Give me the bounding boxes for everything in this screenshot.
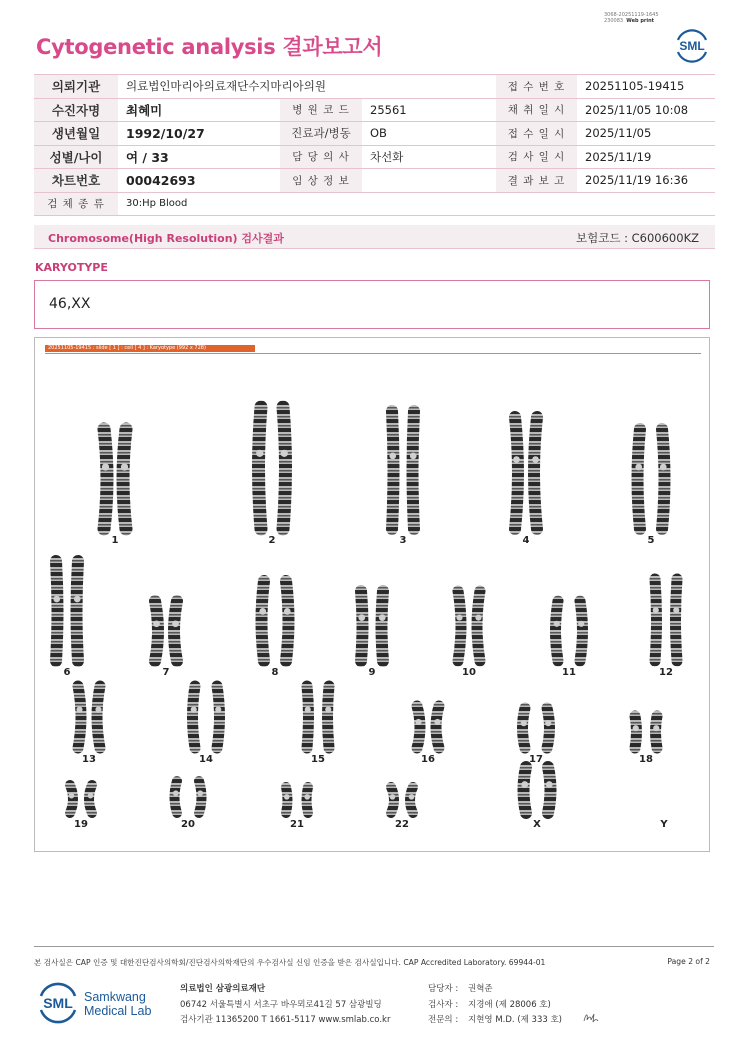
centromere (521, 720, 527, 726)
chromatid (656, 716, 658, 748)
chromosome-label: 2 (268, 535, 276, 546)
chromosome-3 (389, 411, 416, 546)
name-label: 수진자명 (34, 98, 118, 122)
staff-name: 지경애 (제 28006 호) (468, 999, 551, 1010)
chromosome-label: 11 (562, 667, 576, 678)
chromatid (307, 787, 309, 813)
test-date-label: 검 사 일 시 (496, 145, 577, 169)
centromere (521, 781, 528, 788)
chromatid (307, 686, 309, 748)
logo-top-text: SML (679, 39, 705, 53)
chromatid (410, 787, 413, 813)
staff-list (428, 982, 562, 1029)
chromatid (547, 708, 550, 748)
chromatid (361, 591, 363, 661)
doctor-value: 차선화 (362, 145, 496, 169)
organization-info (180, 982, 390, 1029)
chromatid (515, 417, 518, 529)
centromere (95, 706, 101, 712)
chromosome-label: 13 (82, 754, 96, 765)
chromatid (523, 708, 526, 748)
chromatid (262, 581, 265, 661)
chromatid (436, 706, 439, 748)
logo-footer-text: SML (43, 995, 73, 1011)
chromosome-15 (305, 686, 332, 765)
signature-icon (582, 1010, 600, 1024)
org-address: 06742 서울특별시 서초구 바우뫼로41길 57 삼광빌딩 (180, 999, 382, 1010)
staff-role: 전문의 : (428, 1015, 459, 1025)
staff-row (428, 982, 562, 998)
requester-value: 의료법인마리아의료재단수지마리아의원 (118, 75, 496, 99)
page-title: Cytogenetic analysis 결과보고서 (36, 35, 383, 59)
centromere (172, 620, 179, 627)
specimen-value: 30:Hp Blood (118, 192, 715, 216)
footer-divider (34, 946, 714, 947)
chromatid (417, 706, 420, 748)
chromosome-7 (153, 601, 179, 678)
org-contact: 검사기관 11365200 T 1661-5117 www.smlab.co.kr (180, 1015, 391, 1025)
centromere (284, 794, 290, 800)
centromere (173, 790, 179, 796)
chromosome-17 (521, 708, 552, 765)
chromatid (391, 787, 394, 813)
chromatid (328, 686, 330, 748)
chromosome-label: X (533, 819, 541, 830)
chromatid (413, 411, 415, 529)
org-name: 의료법인 삼광의료재단 (180, 984, 266, 994)
chromatid (655, 579, 657, 661)
chromatid (259, 407, 262, 529)
chromosome-22 (390, 787, 415, 830)
chromatid (199, 781, 202, 813)
centromere (304, 794, 310, 800)
centromere (191, 706, 197, 712)
staff-role: 검사자 : (428, 999, 459, 1010)
report-code (604, 12, 659, 24)
requester-label: 의뢰기관 (34, 75, 118, 99)
chromatid (155, 601, 158, 661)
chromatid (477, 591, 480, 661)
chromatid (193, 686, 196, 748)
chromatid (77, 561, 79, 661)
name-value: 최혜미 (118, 98, 280, 122)
chromatid (580, 601, 583, 661)
chromatid (70, 785, 73, 813)
chromosome-label: 7 (162, 667, 170, 678)
sex-age-value: 여 / 33 (118, 145, 280, 169)
centromere (409, 794, 415, 800)
chromosome-label: 14 (199, 754, 213, 765)
centromere (358, 614, 365, 621)
chromosome-16 (415, 706, 440, 765)
chromosome-9 (358, 591, 385, 678)
chromatid (174, 601, 177, 661)
chromosome-label: Y (660, 819, 668, 830)
centromere (456, 615, 462, 621)
centromere (410, 452, 417, 459)
chromatid (392, 411, 394, 529)
centromere (153, 620, 160, 627)
sml-logo-top (672, 26, 712, 64)
brand-line-2: Medical Lab (84, 1004, 152, 1018)
chromosome-label: 22 (395, 819, 409, 830)
chromatid (556, 601, 559, 661)
chromatid (283, 407, 286, 529)
chromatid (123, 429, 126, 529)
page-number: Page 2 of 2 (667, 957, 710, 966)
centromere (578, 621, 584, 627)
insurance-code: 보험코드 : C600600KZ (576, 231, 699, 245)
centromere (434, 719, 440, 725)
report-code-line2: 230083 (604, 18, 624, 24)
centromere (53, 596, 60, 603)
result-section-header (34, 225, 715, 249)
chromosome-label: 18 (639, 754, 653, 765)
staff-name: 지현영 M.D. (제 333 호) (468, 1015, 563, 1025)
clinical-label: 임 상 정 보 (280, 169, 362, 193)
birth-value: 1992/10/27 (118, 122, 280, 146)
clinical-value (362, 169, 496, 193)
chromosome-label: 8 (271, 667, 279, 678)
chromatid (635, 716, 637, 748)
chromatid (382, 591, 384, 661)
chromatid (104, 429, 107, 529)
receipt-no-value: 20251105-19415 (577, 75, 715, 99)
chromosome-label: 6 (63, 667, 71, 678)
karyotype-label: KARYOTYPE (35, 261, 108, 274)
chromosome-label: 19 (74, 819, 88, 830)
chromosome-12 (653, 579, 680, 678)
chromatid (286, 787, 288, 813)
hospital-code-label: 병 원 코 드 (280, 98, 362, 122)
hospital-code-value: 25561 (362, 98, 496, 122)
chart-no-label: 차트번호 (34, 169, 118, 193)
chromosome-20 (173, 781, 203, 830)
dept-value: OB (362, 122, 496, 146)
centromere (633, 725, 639, 731)
chromosome-11 (554, 601, 585, 678)
chromatid (89, 785, 92, 813)
centromere (325, 706, 331, 712)
chart-no-value: 00042693 (118, 169, 280, 193)
chromosome-label: 17 (529, 754, 543, 765)
centromere (415, 719, 421, 725)
doctor-label: 담 당 의 사 (280, 145, 362, 169)
centromere (546, 781, 553, 788)
centromere (281, 450, 288, 457)
centromere (69, 793, 75, 799)
karyogram-svg (35, 338, 711, 853)
chromosome-label: 16 (421, 754, 435, 765)
centromere (74, 596, 81, 603)
certification-text: 본 검사실은 CAP 인증 및 대한진단검사의학회/진단검사의학재단의 우수검사실 신임 인증을 받은 검사실입니다. CAP Accredited Laboratory. 69944-01 (34, 958, 546, 967)
chromosome-1 (102, 429, 128, 546)
centromere (532, 456, 539, 463)
centromere (215, 706, 221, 712)
centromere (653, 725, 659, 731)
report-value: 2025/11/19 16:36 (577, 169, 715, 193)
centromere (554, 621, 560, 627)
centromere (259, 608, 266, 615)
specimen-label: 검 체 종 류 (34, 192, 118, 216)
sex-age-label: 성별/나이 (34, 145, 118, 169)
centromere (673, 607, 679, 613)
centromere (197, 790, 203, 796)
chromosome-13 (76, 686, 101, 765)
web-print-label: Web print (626, 18, 655, 24)
chromatid (175, 781, 178, 813)
centromere (475, 615, 481, 621)
patient-info-table (34, 74, 715, 216)
dept-label: 진료과/병동 (280, 122, 362, 146)
result-section-title: Chromosome(High Resolution) 검사결과 (48, 232, 284, 245)
chromosome-label: 9 (368, 667, 376, 678)
receipt-date-label: 접 수 일 시 (496, 122, 577, 146)
karyotype-result: 46,XX (49, 296, 91, 312)
report-label: 결 과 보 고 (496, 169, 577, 193)
chromatid (548, 767, 551, 813)
receipt-no-label: 접 수 번 호 (496, 75, 577, 99)
chromosome-8 (259, 581, 290, 678)
staff-name: 권혁준 (468, 984, 493, 994)
karyogram-image (34, 337, 710, 852)
chromosome-label: 5 (647, 535, 655, 546)
test-date-value: 2025/11/19 (577, 145, 715, 169)
chromosome-19 (69, 785, 94, 830)
chromosome-label: 4 (522, 535, 530, 546)
chromatid (217, 686, 220, 748)
chromatid (56, 561, 58, 661)
centromere (102, 463, 109, 470)
centromere (76, 706, 82, 712)
centromere (545, 720, 551, 726)
report-code-line1: 3068-20251119-1645 (604, 12, 659, 18)
chromosome-Y (659, 819, 668, 830)
centromere (513, 456, 520, 463)
karyotype-result-box (34, 280, 710, 329)
chromosome-4 (513, 417, 539, 546)
chromatid (78, 686, 81, 748)
chromosome-label: 3 (399, 535, 407, 546)
sml-logo-footer (36, 980, 80, 1024)
staff-row (428, 998, 562, 1014)
centromere (256, 450, 263, 457)
chromosome-18 (633, 716, 660, 765)
karyogram-caption: 20251105-19415 : slide [ 1 ] : cell [ 4 ] : Karyotype (992 x 728) (45, 345, 255, 352)
collect-label: 채 취 일 시 (496, 98, 577, 122)
chromosome-label: 1 (111, 535, 119, 546)
chromosome-X (521, 767, 552, 830)
chromosome-label: 15 (311, 754, 325, 765)
collect-value: 2025/11/05 10:08 (577, 98, 715, 122)
centromere (389, 452, 396, 459)
chromatid (534, 417, 537, 529)
centromere (379, 614, 386, 621)
chromosome-2 (256, 407, 288, 546)
centromere (390, 794, 396, 800)
chromatid (524, 767, 527, 813)
centromere (305, 706, 311, 712)
chromatid (458, 591, 461, 661)
chromosome-14 (191, 686, 222, 765)
chromosome-6 (53, 561, 80, 678)
birth-label: 생년월일 (34, 122, 118, 146)
centromere (635, 464, 642, 471)
chromatid (638, 429, 641, 529)
chromosome-5 (635, 429, 666, 546)
staff-role: 담당자 : (428, 984, 459, 994)
chromatid (676, 579, 678, 661)
centromere (88, 793, 94, 799)
chromosome-10 (456, 591, 481, 678)
centromere (121, 463, 128, 470)
centromere (284, 608, 291, 615)
receipt-date-value: 2025/11/05 (577, 122, 715, 146)
centromere (653, 607, 659, 613)
chromosome-label: 20 (181, 819, 195, 830)
chromatid (662, 429, 665, 529)
chromosome-label: 10 (462, 667, 476, 678)
chromosome-label: 12 (659, 667, 673, 678)
chromosome-21 (284, 787, 310, 830)
chromatid (97, 686, 100, 748)
centromere (660, 464, 667, 471)
brand-line-1: Samkwang (84, 990, 146, 1004)
chromatid (286, 581, 289, 661)
staff-row (428, 1013, 562, 1029)
chromosome-label: 21 (290, 819, 304, 830)
